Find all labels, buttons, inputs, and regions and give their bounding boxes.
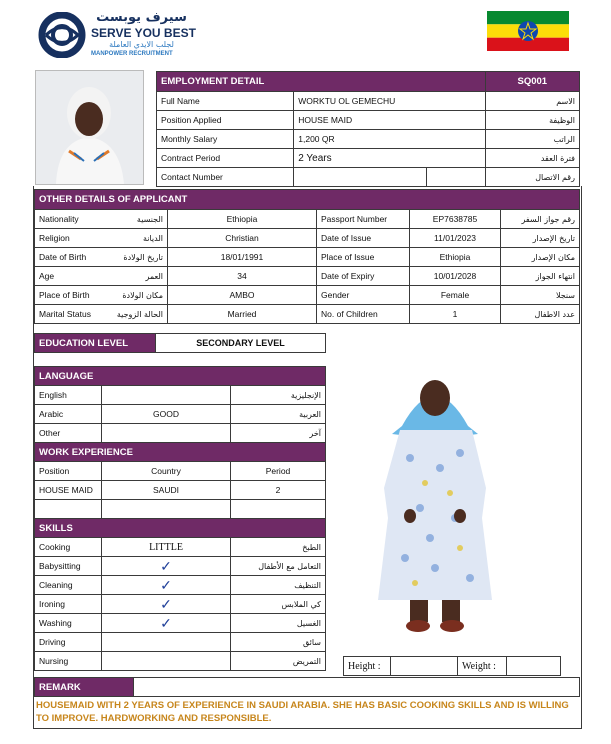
table-row <box>35 248 580 267</box>
field-label-ar: الطبخ <box>231 538 326 557</box>
table-row <box>157 168 580 187</box>
marital-status-value: Married <box>168 305 317 324</box>
table-row <box>35 538 326 557</box>
table-row <box>35 305 580 324</box>
field-label: Date of Birth <box>35 248 102 267</box>
table-row <box>35 500 326 519</box>
education-value: SECONDARY LEVEL <box>156 334 326 353</box>
table-row <box>35 652 326 671</box>
table-row <box>35 424 326 443</box>
field-label-ar: الإنجليزية <box>231 386 326 405</box>
contract-value: 2 Years <box>294 149 485 168</box>
field-label: Place of Birth <box>35 286 102 305</box>
field-label-ar: التنظيف <box>231 576 326 595</box>
height-label: Height : <box>344 657 391 676</box>
nationality-value: Ethiopia <box>168 210 317 229</box>
remark-header <box>34 677 580 697</box>
issue-date-value: 11/01/2023 <box>410 229 501 248</box>
field-label-ar: العمر <box>101 267 168 286</box>
field-label-ar: الوظيفة <box>485 111 579 130</box>
skills-table <box>34 366 326 671</box>
field-label: Monthly Salary <box>157 130 294 149</box>
field-label-ar: آخر <box>231 424 326 443</box>
work-period <box>231 500 326 519</box>
skill-label: Cooking <box>35 538 102 557</box>
table-row <box>35 576 326 595</box>
passport-number-value: EP7638785 <box>410 210 501 229</box>
field-label-ar: الحالة الزوجية <box>101 305 168 324</box>
religion-value: Christian <box>168 229 317 248</box>
full-body-photo <box>360 368 510 640</box>
language-label: Arabic <box>35 405 102 424</box>
field-label-ar: رقم جواز السفر <box>501 210 580 229</box>
height-value <box>391 657 458 676</box>
position-value: HOUSE MAID <box>294 111 485 130</box>
field-label-ar: سنجلا <box>501 286 580 305</box>
field-label: No. of Children <box>317 305 410 324</box>
children-value: 1 <box>410 305 501 324</box>
field-label-ar: رقم الاتصال <box>485 168 579 187</box>
field-label-ar: العربية <box>231 405 326 424</box>
birth-place-value: AMBO <box>168 286 317 305</box>
field-label: Date of Issue <box>317 229 410 248</box>
field-label: Full Name <box>157 92 294 111</box>
skills-title: SKILLS <box>35 519 326 538</box>
table-row <box>35 386 326 405</box>
weight-value <box>507 657 561 676</box>
applicant-code: SQ001 <box>485 72 579 92</box>
field-label-ar: الراتب <box>485 130 579 149</box>
table-row <box>157 149 580 168</box>
education-label: EDUCATION LEVEL <box>35 334 156 353</box>
table-row <box>157 92 580 111</box>
work-position: HOUSE MAID <box>35 481 102 500</box>
table-row <box>35 595 326 614</box>
work-period: 2 <box>231 481 326 500</box>
field-label-ar: تاريخ الإصدار <box>501 229 580 248</box>
skill-label: Nursing <box>35 652 102 671</box>
field-label-ar: سائق <box>231 633 326 652</box>
language-label: English <box>35 386 102 405</box>
table-row <box>35 557 326 576</box>
field-label-ar: انتهاء الجواز <box>501 267 580 286</box>
field-label: Contract Period <box>157 149 294 168</box>
field-label-ar: الديانة <box>101 229 168 248</box>
babysitting-check-icon: ✓ <box>102 557 231 576</box>
table-row <box>157 111 580 130</box>
skill-label: Washing <box>35 614 102 633</box>
field-label: Gender <box>317 286 410 305</box>
table-row <box>35 405 326 424</box>
issue-place-value: Ethiopia <box>410 248 501 267</box>
logo-name: SERVE YOU BEST <box>91 26 196 40</box>
field-label: Age <box>35 267 102 286</box>
other-language-value <box>102 424 231 443</box>
field-label: Place of Issue <box>317 248 410 267</box>
field-label-ar: مكان الإصدار <box>501 248 580 267</box>
nursing-value <box>102 652 231 671</box>
field-label: Date of Expiry <box>317 267 410 286</box>
field-label-ar: مكان الولادة <box>101 286 168 305</box>
contact-value <box>294 168 427 187</box>
birth-date-value: 18/01/1991 <box>168 248 317 267</box>
cooking-value: LITTLE <box>102 538 231 557</box>
work-header: Country <box>102 462 231 481</box>
washing-check-icon: ✓ <box>102 614 231 633</box>
table-row <box>35 286 580 305</box>
work-country <box>102 500 231 519</box>
arabic-value: GOOD <box>102 405 231 424</box>
table-row <box>157 130 580 149</box>
table-row <box>35 462 326 481</box>
field-label-ar: الجنسية <box>101 210 168 229</box>
field-label: Nationality <box>35 210 102 229</box>
field-label-ar: الغسيل <box>231 614 326 633</box>
cleaning-check-icon: ✓ <box>102 576 231 595</box>
expiry-date-value: 10/01/2028 <box>410 267 501 286</box>
gender-value: Female <box>410 286 501 305</box>
other-details-table <box>34 189 580 324</box>
field-label-ar: تاريخ الولادة <box>101 248 168 267</box>
logo-arabic-sub: لجلب الايدي العاملة <box>109 40 174 49</box>
field-label-ar: الاسم <box>485 92 579 111</box>
employment-title: EMPLOYMENT DETAIL <box>157 72 486 92</box>
logo-sub: MANPOWER RECRUITMENT <box>91 51 173 57</box>
field-label-ar: التمريض <box>231 652 326 671</box>
work-header: Period <box>231 462 326 481</box>
english-value <box>102 386 231 405</box>
work-country: SAUDI <box>102 481 231 500</box>
table-row <box>35 229 580 248</box>
skill-label: Cleaning <box>35 576 102 595</box>
table-row <box>35 633 326 652</box>
age-value: 34 <box>168 267 317 286</box>
logo-arabic: سيرف يوبست <box>96 10 187 25</box>
language-label: Other <box>35 424 102 443</box>
education-table <box>34 333 326 353</box>
field-label: Passport Number <box>317 210 410 229</box>
table-row <box>35 267 580 286</box>
employment-detail-table <box>156 71 580 187</box>
remark-title: REMARK <box>35 678 134 697</box>
field-label: Marital Status <box>35 305 102 324</box>
work-position <box>35 500 102 519</box>
company-logo <box>36 10 206 60</box>
table-row <box>35 481 326 500</box>
work-header: Position <box>35 462 102 481</box>
ironing-check-icon: ✓ <box>102 595 231 614</box>
field-label-ar: التعامل مع الأطفال <box>231 557 326 576</box>
logo-mark-icon <box>36 12 88 58</box>
driving-value <box>102 633 231 652</box>
table-row <box>35 614 326 633</box>
field-label-ar: كي الملابس <box>231 595 326 614</box>
skill-label: Ironing <box>35 595 102 614</box>
measurements-table <box>343 656 561 676</box>
ethiopia-flag <box>487 11 569 51</box>
field-label: Religion <box>35 229 102 248</box>
full-name-value: WORKTU OL GEMECHU <box>294 92 485 111</box>
language-title: LANGUAGE <box>35 367 326 386</box>
skill-label: Babysitting <box>35 557 102 576</box>
remark-text: HOUSEMAID WITH 2 YEARS OF EXPERIENCE IN SAUDI ARABIA. SHE HAS BASIC COOKING SKILLS AND IS WILLING TO IMPROVE. HARDWORKING AND RESPONSIBLE. <box>36 700 569 724</box>
salary-value: 1,200 QR <box>294 130 485 149</box>
weight-label: Weight : <box>458 657 507 676</box>
field-label: Position Applied <box>157 111 294 130</box>
skill-label: Driving <box>35 633 102 652</box>
portrait-photo <box>35 70 144 185</box>
field-label-ar: عدد الاطفال <box>501 305 580 324</box>
field-label-ar: فترة العقد <box>485 149 579 168</box>
work-experience-title: WORK EXPERIENCE <box>35 443 326 462</box>
other-details-title: OTHER DETAILS OF APPLICANT <box>35 190 580 210</box>
table-row <box>35 210 580 229</box>
field-label: Contact Number <box>157 168 294 187</box>
